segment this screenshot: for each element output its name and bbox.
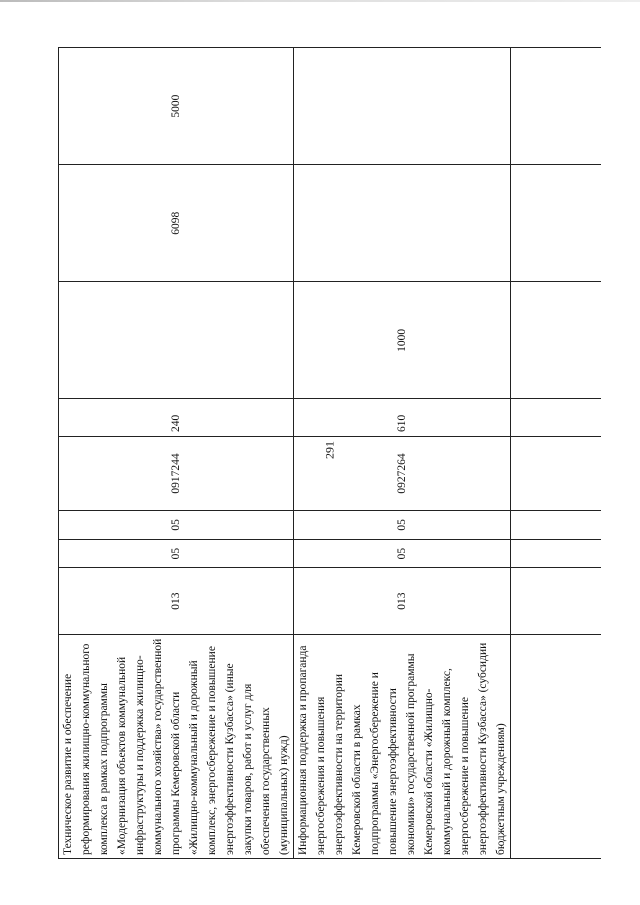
empty-cell xyxy=(511,511,602,540)
empty-cell xyxy=(511,539,602,568)
empty-cell xyxy=(511,48,602,165)
page-number: 291 xyxy=(322,441,337,459)
amount-2-cell: 6098 xyxy=(59,165,294,282)
ministry-code-cell: 013 xyxy=(59,568,294,634)
budget-table xyxy=(58,47,601,859)
section-code-cell: 05 xyxy=(294,539,511,568)
row-name-cell: Техническое развитие и обеспечение реформирования жилищно-коммунального комплекса в рамках подпрограммы «Модернизация объектов коммунальной инфраструктуры и поддержка жилищно-коммунального хозяйства» государственной программы Кемеровской области «Жилищно-коммунальный и дорожный комплекс, энергосбережение и повышение энергоэффективности Кузбасса» (иные закупки товаров, работ и услуг для обеспечения государственных (муниципальных) нужд) xyxy=(59,634,294,858)
amount-1-cell: 1000 xyxy=(294,282,511,399)
empty-cell xyxy=(511,282,602,399)
target-article-cell: 0927264 xyxy=(294,436,511,510)
amount-3-cell: 5000 xyxy=(59,48,294,165)
empty-cell xyxy=(511,165,602,282)
section-code-cell: 05 xyxy=(59,539,294,568)
amount-2-cell xyxy=(294,165,511,282)
row-name-cell: Информационная поддержка и пропаганда энергосбережения и повышения энергоэффективности на территории Кемеровской области в рамках подпрограммы «Энергосбережение и повышение энергоэффективности экономики» государственной программы Кемеровской области «Жилищно-коммунальный и дорожный комплекс, энергосбережение и повышение энергоэффективности Кузбасса» (субсидии бюджетным учреждениям) xyxy=(294,634,511,858)
empty-cell xyxy=(511,399,602,437)
table-row-empty xyxy=(511,48,602,859)
expense-type-cell: 610 xyxy=(294,399,511,437)
amount-1-cell xyxy=(59,282,294,399)
empty-cell xyxy=(511,634,602,858)
target-article-cell: 0917244 xyxy=(59,436,294,510)
ministry-code-cell: 013 xyxy=(294,568,511,634)
empty-cell xyxy=(511,436,602,510)
expense-type-cell: 240 xyxy=(59,399,294,437)
table-row xyxy=(294,48,511,859)
subsection-code-cell: 05 xyxy=(294,511,511,540)
amount-3-cell xyxy=(294,48,511,165)
empty-cell xyxy=(511,568,602,634)
subsection-code-cell: 05 xyxy=(59,511,294,540)
scan-edge xyxy=(0,0,640,2)
table-wrap xyxy=(58,47,601,859)
rotated-table-frame xyxy=(58,47,601,859)
table-row xyxy=(59,48,294,859)
